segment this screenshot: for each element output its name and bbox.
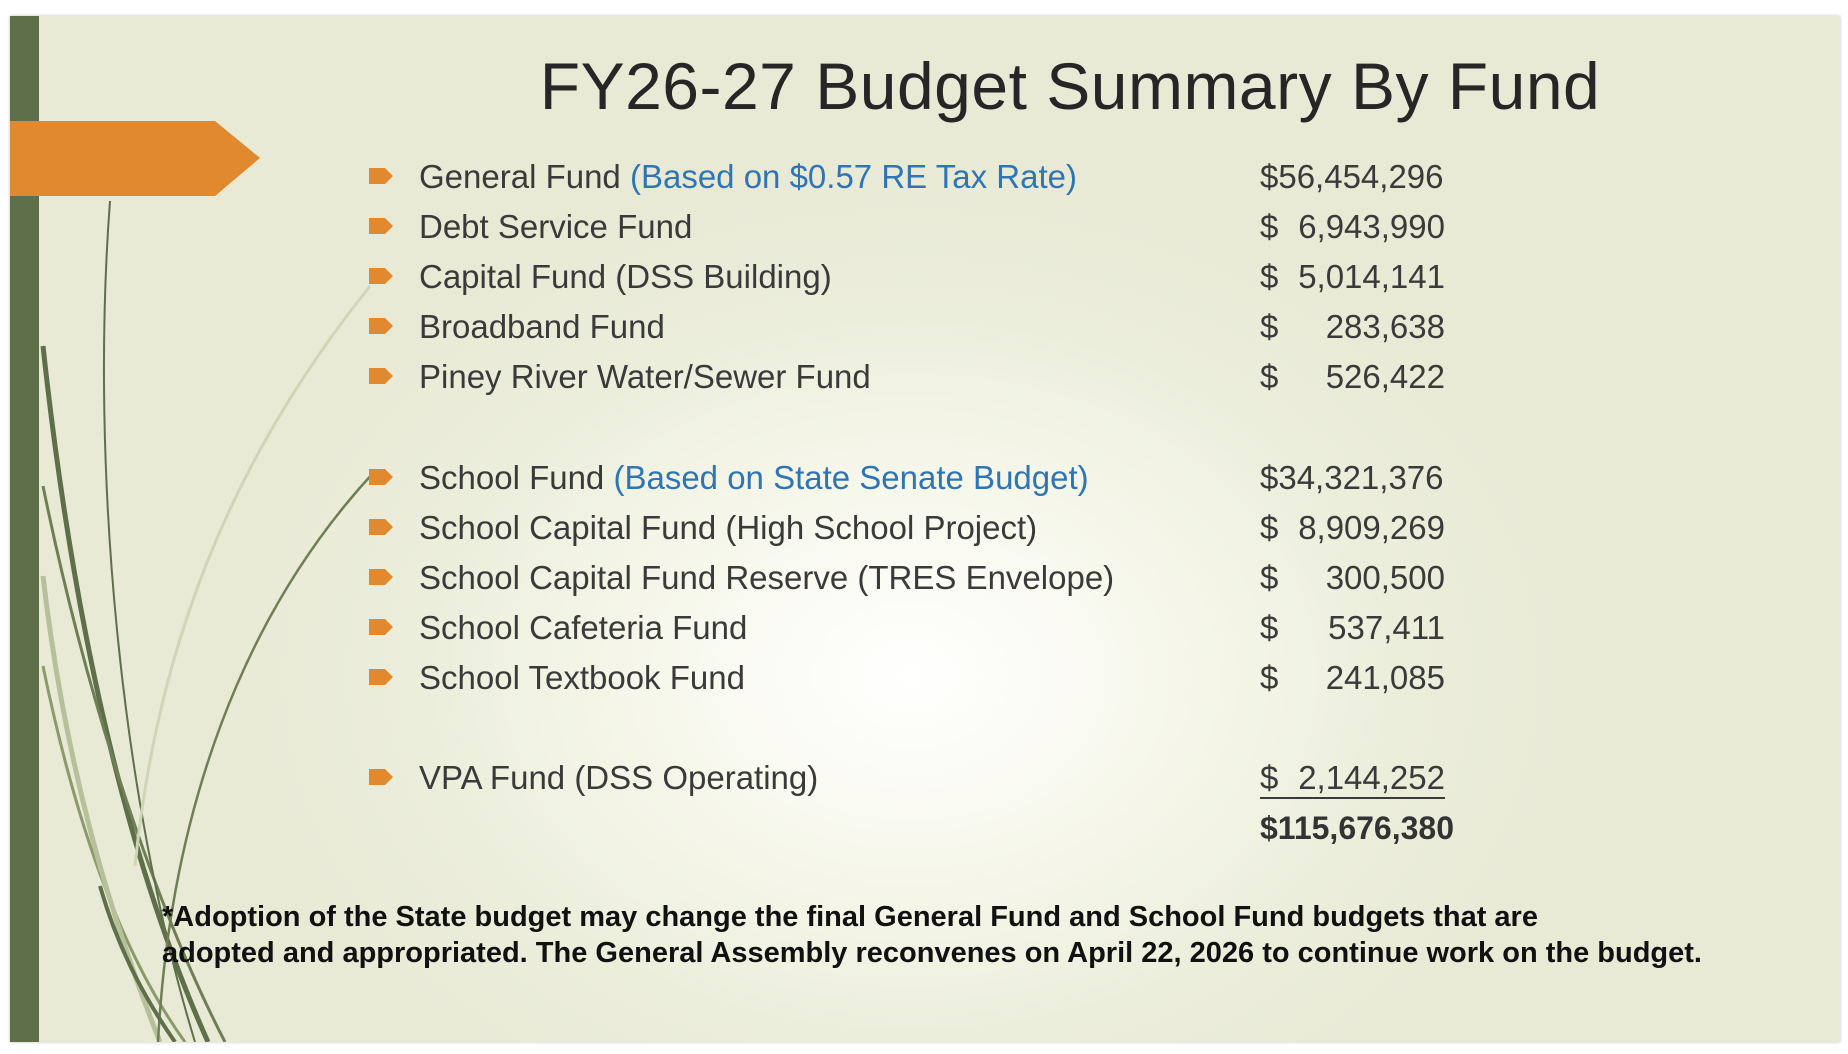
arrow-bullet-icon — [369, 519, 393, 535]
fund-row-school-capital-reserve: School Capital Fund Reserve (TRES Envelope) $ 300,500 — [10, 553, 1510, 603]
arrow-bullet-icon — [369, 769, 393, 785]
fund-row-capital: Capital Fund (DSS Building) $ 5,014,141 — [10, 252, 1510, 302]
slide — [10, 16, 1840, 1042]
arrow-bullet-icon — [369, 569, 393, 585]
fund-note: (Based on $0.57 RE Tax Rate) — [629, 158, 1077, 195]
arrow-bullet-icon — [369, 619, 393, 635]
fund-label: School Fund (Based on State Senate Budget) — [419, 459, 1089, 496]
footnote-line-2: adopted and appropriated. The General Assembly reconvenes on April 22, 2026 to continue work on the budget. — [162, 937, 1702, 969]
arrow-bullet-icon — [369, 168, 393, 184]
fund-label: Piney River Water/Sewer Fund — [419, 358, 871, 395]
fund-row-school: School Fund (Based on State Senate Budget) $34,321,376 — [10, 453, 1510, 503]
arrow-bullet-icon — [369, 318, 393, 334]
fund-label: VPA Fund (DSS Operating) — [419, 759, 819, 796]
fund-label: School Capital Fund Reserve (TRES Envelope) — [419, 559, 1115, 596]
arrow-bullet-icon — [369, 268, 393, 284]
fund-label: Capital Fund (DSS Building) — [419, 258, 832, 295]
fund-label: General Fund (Based on $0.57 RE Tax Rate) — [419, 158, 1077, 195]
fund-row-broadband: Broadband Fund $ 283,638 — [10, 302, 1510, 352]
arrow-bullet-icon — [369, 218, 393, 234]
fund-row-piney-river: Piney River Water/Sewer Fund $ 526,422 — [10, 352, 1510, 402]
arrow-bullet-icon — [369, 469, 393, 485]
fund-note: (Based on State Senate Budget) — [613, 459, 1089, 496]
arrow-bullet-icon — [369, 669, 393, 685]
footnote — [162, 899, 1840, 971]
fund-row-school-capital: School Capital Fund (High School Project) $ 8,909,269 — [10, 503, 1510, 553]
fund-row-vpa — [10, 753, 1510, 803]
footnote-line-1: *Adoption of the State budget may change the final General Fund and School Fund budgets that are — [162, 901, 1538, 933]
fund-label: Broadband Fund — [419, 308, 665, 345]
budget-total: $115,676,380 — [1260, 810, 1454, 846]
fund-row-general: General Fund (Based on $0.57 RE Tax Rate) $56,454,296 — [10, 152, 1510, 202]
fund-label: School Cafeteria Fund — [419, 609, 748, 646]
arrow-bullet-icon — [369, 368, 393, 384]
fund-amount: $ 2,144,252 — [1260, 753, 1445, 799]
fund-row-debt-service: Debt Service Fund $ 6,943,990 — [10, 202, 1510, 252]
slide-title: FY26-27 Budget Summary By Fund — [539, 49, 1601, 123]
fund-label: Debt Service Fund — [419, 208, 693, 245]
fund-label: School Capital Fund (High School Project) — [419, 509, 1038, 546]
fund-row-school-textbook: School Textbook Fund $ 241,085 — [10, 653, 1510, 703]
fund-row-school-cafeteria: School Cafeteria Fund $ 537,411 — [10, 603, 1510, 653]
fund-label: School Textbook Fund — [419, 659, 745, 696]
